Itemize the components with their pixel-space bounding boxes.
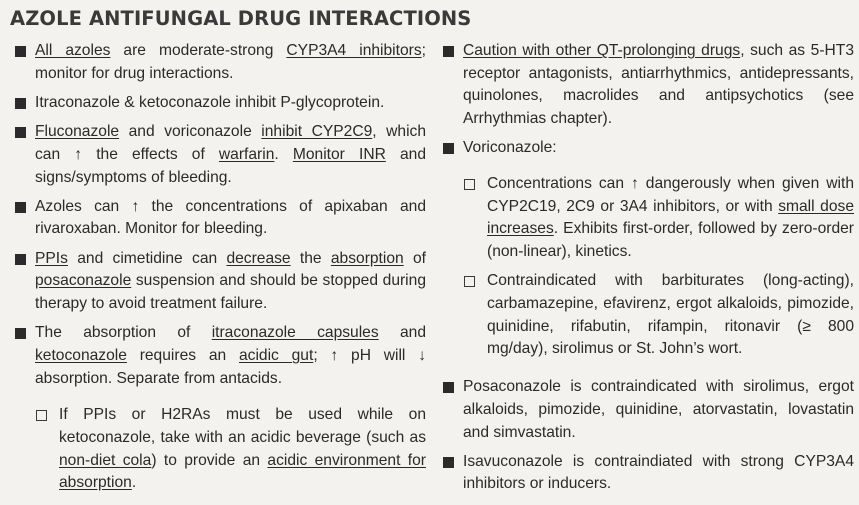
bullet-item-posaconazole [442,376,854,444]
text: the [290,249,331,267]
square-bullet-icon [15,202,26,213]
hollow-square-bullet-icon [464,276,475,287]
text: Concentrations can ↑ dangerously when given with CYP2C19, 2C9 or 3A4 inhibitors, or with [487,175,854,215]
bullet-item-isavuconazole [442,451,854,496]
text-underlined: ketoconazole [35,346,127,364]
text-underlined: small dose increases [487,197,854,238]
sub-item-acidic-beverage [14,404,426,495]
left-column [14,40,426,495]
bullet-item-qt-prolonging [442,40,854,131]
bullet-item-cyp2c9 [14,121,426,189]
text-underlined: CYP3A4 inhibitors [286,42,422,59]
text: , such as 5-HT3 receptor antagonists, antiarrhythmics, antidepressants, quinolones, macrolides and antipsychotics (see Arrhythmias chapter). [463,42,854,128]
text: If PPIs or H2RAs must be used while on ketoconazole, take with an acidic beverage (such as [59,406,426,447]
hollow-square-bullet-icon [464,179,475,190]
text: suspension and should be stopped during therapy to avoid treatment failure. [35,272,426,313]
square-bullet-icon [443,46,454,57]
text: The absorption of [35,324,212,342]
square-bullet-icon [443,143,454,154]
text-underlined: itraconazole capsules [211,324,379,342]
sub-item-contraindicated [442,270,854,361]
bullet-item-ppis [14,248,426,316]
text: and voriconazole [119,123,262,141]
bullet-item-absorption [14,322,426,390]
text: of [403,249,426,267]
page-title: AZOLE ANTIFUNGAL DRUG INTERACTIONS [10,7,472,30]
text-underlined: posaconazole [35,272,132,290]
square-bullet-icon [15,127,26,138]
text: and [378,324,426,342]
text: ; ↑ pH will ↓ absorption. Separate from antacids. [35,346,426,387]
text: requires an [126,346,239,364]
text-underlined: Fluconazole [35,123,120,141]
text: . Exhibits first-order, followed by zero-order (non-linear), kinetics. [487,220,854,261]
right-column [442,40,854,503]
text-underlined: PPIs [35,249,68,267]
text-underlined: acidic gut [238,346,314,364]
hollow-square-bullet-icon [36,410,47,421]
square-bullet-icon [443,457,454,468]
text: Contraindicated with barbiturates (long-acting), carbamazepine, efavirenz, ergot alkaloids, pimozide, quinidine, rifabutin, rifampin, ritonavir (≥ 800 mg/day), sirolimus or St. John’s wort. [487,272,854,358]
text: . [131,474,137,492]
square-bullet-icon [443,382,454,393]
text-underlined: warfarin [218,145,275,163]
bullet-item-pgp [14,92,426,115]
text-underlined: absorption [330,249,404,267]
text: Itraconazole & ketoconazole inhibit P-glycoprotein. [35,93,385,111]
text-underlined: Monitor INR [292,145,386,163]
text: Azoles can ↑ the concentrations of apixaban and rivaroxaban. Monitor for bleeding. [35,197,426,238]
text: Posaconazole is contraindicated with sirolimus, ergot alkaloids, pimozide, quinidine, atorvastatin, lovastatin and simvastatin. [463,378,854,441]
text-underlined: Caution with other QT-prolonging drugs [463,42,741,59]
text: ; monitor for drug interactions. [35,42,426,82]
bullet-item-apixaban [14,196,426,241]
text: Isavuconazole is contraindiated with strong CYP3A4 inhibitors or inducers. [463,452,854,493]
bullet-item-azoles-cyp3a4 [14,40,426,85]
text: Voriconazole: [463,139,557,157]
text: and signs/symptoms of bleeding. [35,145,426,186]
text-underlined: non-diet cola [59,451,152,469]
square-bullet-icon [15,254,26,265]
text: . [274,145,293,163]
square-bullet-icon [15,98,26,109]
text: and cimetidine can [67,249,227,267]
text-underlined: inhibit CYP2C9 [261,123,373,141]
square-bullet-icon [15,46,26,57]
text: , which can ↑ the effects of [35,123,427,163]
square-bullet-icon [15,328,26,339]
bullet-item-voriconazole [442,137,854,160]
text-underlined: acidic environment for absorption [59,451,426,492]
sub-item-concentrations [442,173,854,264]
text: are moderate-strong [110,42,287,59]
text: ) to provide an [151,451,268,469]
text-underlined: All azoles [35,42,111,59]
text-underlined: decrease [226,249,291,267]
